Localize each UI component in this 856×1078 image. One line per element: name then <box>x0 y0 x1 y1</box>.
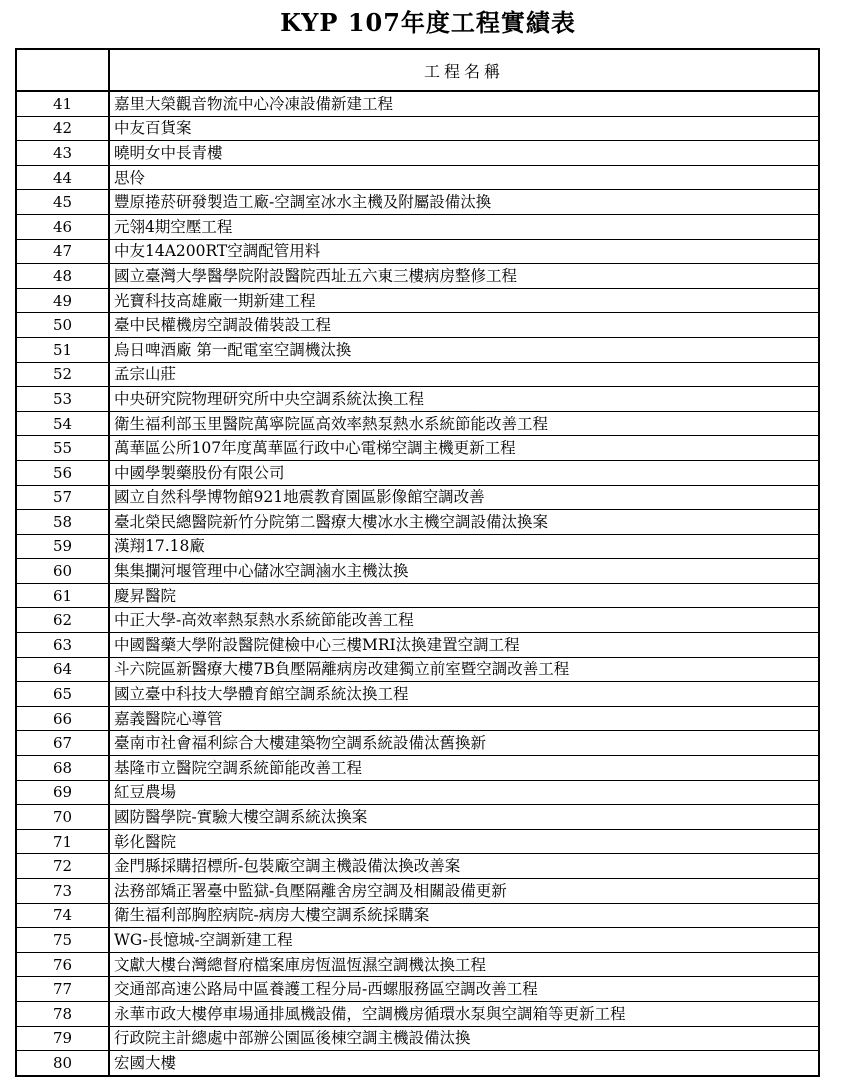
project-name: 孟宗山莊 <box>109 362 818 387</box>
table-row <box>17 485 818 510</box>
row-number: 56 <box>17 460 109 485</box>
table-row <box>17 387 818 412</box>
table-row <box>17 510 818 535</box>
project-name: 烏日啤酒廠 第一配電室空調機汰換 <box>109 337 818 362</box>
project-name: 臺中民權機房空調設備裝設工程 <box>109 313 818 338</box>
table-row <box>17 141 818 166</box>
row-number: 66 <box>17 706 109 731</box>
project-name: 行政院主計總處中部辦公園區後棟空調主機設備汰換 <box>109 1026 818 1051</box>
project-name: 中友14A200RT空調配管用料 <box>109 239 818 264</box>
table-row <box>17 190 818 215</box>
table-row <box>17 559 818 584</box>
table-row <box>17 952 818 977</box>
row-number: 67 <box>17 731 109 756</box>
table-row <box>17 460 818 485</box>
row-number: 65 <box>17 682 109 707</box>
table-row <box>17 756 818 781</box>
header-number <box>17 50 109 91</box>
row-number: 72 <box>17 854 109 879</box>
table-row <box>17 1026 818 1051</box>
project-record-table <box>15 48 820 1077</box>
row-number: 63 <box>17 633 109 658</box>
table-row <box>17 264 818 289</box>
project-name: 嘉里大榮觀音物流中心冷凍設備新建工程 <box>109 91 818 116</box>
project-name: 國立自然科學博物館921地震教育園區影像館空調改善 <box>109 485 818 510</box>
project-name: 斗六院區新醫療大樓7B負壓隔離病房改建獨立前室暨空調改善工程 <box>109 657 818 682</box>
project-name: 衛生福利部胸腔病院-病房大樓空調系統採購案 <box>109 903 818 928</box>
project-name: 永華市政大樓停車場通排風機設備，空調機房循環水泵與空調箱等更新工程 <box>109 1001 818 1026</box>
table-row <box>17 977 818 1002</box>
project-name: 元翎4期空壓工程 <box>109 214 818 239</box>
project-name: 基隆市立醫院空調系統節能改善工程 <box>109 756 818 781</box>
row-number: 50 <box>17 313 109 338</box>
table-row <box>17 165 818 190</box>
row-number: 49 <box>17 288 109 313</box>
row-number: 62 <box>17 608 109 633</box>
row-number: 45 <box>17 190 109 215</box>
table-header-row <box>17 50 818 91</box>
project-name: 豐原捲菸研發製造工廠-空調室冰水主機及附屬設備汰換 <box>109 190 818 215</box>
table-row <box>17 91 818 116</box>
project-name: 法務部矯正署臺中監獄-負壓隔離舍房空調及相關設備更新 <box>109 879 818 904</box>
row-number: 55 <box>17 436 109 461</box>
header-project-name: 工程名稱 <box>109 50 818 91</box>
project-name: 曉明女中長青樓 <box>109 141 818 166</box>
table-row <box>17 805 818 830</box>
table-row <box>17 411 818 436</box>
project-name: 交通部高速公路局中區養護工程分局-西螺服務區空調改善工程 <box>109 977 818 1002</box>
project-name: 臺北榮民總醫院新竹分院第二醫療大樓冰水主機空調設備汰換案 <box>109 510 818 535</box>
project-name: 嘉義醫院心導管 <box>109 706 818 731</box>
document-title: KYP 107年度工程實績表 <box>280 8 576 37</box>
project-name: 臺南市社會福利綜合大樓建築物空調系統設備汰舊換新 <box>109 731 818 756</box>
row-number: 60 <box>17 559 109 584</box>
project-name: 中正大學-高效率熱泵熱水系統節能改善工程 <box>109 608 818 633</box>
project-table <box>17 50 818 1075</box>
row-number: 48 <box>17 264 109 289</box>
row-number: 74 <box>17 903 109 928</box>
project-name: 思伶 <box>109 165 818 190</box>
project-name: 中國學製藥股份有限公司 <box>109 460 818 485</box>
row-number: 43 <box>17 141 109 166</box>
project-name: 漢翔17.18廠 <box>109 534 818 559</box>
table-row <box>17 583 818 608</box>
row-number: 79 <box>17 1026 109 1051</box>
row-number: 58 <box>17 510 109 535</box>
project-name: 光寶科技高雄廠一期新建工程 <box>109 288 818 313</box>
table-row <box>17 731 818 756</box>
row-number: 73 <box>17 879 109 904</box>
table-row <box>17 829 818 854</box>
project-name: 文獻大樓台灣總督府檔案庫房恆溫恆濕空調機汰換工程 <box>109 952 818 977</box>
row-number: 75 <box>17 928 109 953</box>
row-number: 68 <box>17 756 109 781</box>
row-number: 53 <box>17 387 109 412</box>
table-row <box>17 337 818 362</box>
project-name: 萬華區公所107年度萬華區行政中心電梯空調主機更新工程 <box>109 436 818 461</box>
row-number: 77 <box>17 977 109 1002</box>
table-row <box>17 879 818 904</box>
row-number: 46 <box>17 214 109 239</box>
row-number: 64 <box>17 657 109 682</box>
table-row <box>17 362 818 387</box>
project-name: 集集攔河堰管理中心儲冰空調滷水主機汰換 <box>109 559 818 584</box>
row-number: 71 <box>17 829 109 854</box>
project-name: 慶昇醫院 <box>109 583 818 608</box>
row-number: 70 <box>17 805 109 830</box>
project-name: 國立臺灣大學醫學院附設醫院西址五六東三樓病房整修工程 <box>109 264 818 289</box>
row-number: 76 <box>17 952 109 977</box>
row-number: 44 <box>17 165 109 190</box>
project-name: WG-長憶城-空調新建工程 <box>109 928 818 953</box>
row-number: 57 <box>17 485 109 510</box>
project-name: 紅豆農場 <box>109 780 818 805</box>
row-number: 78 <box>17 1001 109 1026</box>
table-row <box>17 903 818 928</box>
table-row <box>17 313 818 338</box>
row-number: 47 <box>17 239 109 264</box>
table-row <box>17 239 818 264</box>
table-row <box>17 928 818 953</box>
table-row <box>17 854 818 879</box>
project-name: 金門縣採購招標所-包裝廠空調主機設備汰換改善案 <box>109 854 818 879</box>
table-row <box>17 214 818 239</box>
project-name: 宏國大樓 <box>114 1053 177 1072</box>
table-row <box>17 657 818 682</box>
table-row <box>17 780 818 805</box>
row-number: 52 <box>17 362 109 387</box>
project-name: 國立臺中科技大學體育館空調系統汰換工程 <box>109 682 818 707</box>
project-name: 衛生福利部玉里醫院萬寧院區高效率熱泵熱水系統節能改善工程 <box>109 411 818 436</box>
table-row <box>17 436 818 461</box>
table-body <box>17 91 818 1075</box>
table-row <box>17 288 818 313</box>
row-number: 42 <box>17 116 109 141</box>
row-number: 59 <box>17 534 109 559</box>
table-row <box>17 608 818 633</box>
project-name: 中友百貨案 <box>109 116 818 141</box>
row-number: 69 <box>17 780 109 805</box>
table-row <box>17 706 818 731</box>
table-row <box>17 534 818 559</box>
table-row <box>17 1051 818 1075</box>
project-name: 中國醫藥大學附設醫院健檢中心三樓MRI汰換建置空調工程 <box>109 633 818 658</box>
row-number: 51 <box>17 337 109 362</box>
row-number: 54 <box>17 411 109 436</box>
table-row <box>17 682 818 707</box>
table-row <box>17 1001 818 1026</box>
table-row <box>17 116 818 141</box>
row-number: 80 <box>17 1051 109 1075</box>
project-name: 彰化醫院 <box>109 829 818 854</box>
project-name: 中央研究院物理研究所中央空調系統汰換工程 <box>109 387 818 412</box>
table-row <box>17 633 818 658</box>
row-number: 41 <box>17 91 109 116</box>
project-name: 國防醫學院-實驗大樓空調系統汰換案 <box>109 805 818 830</box>
row-number: 61 <box>17 583 109 608</box>
